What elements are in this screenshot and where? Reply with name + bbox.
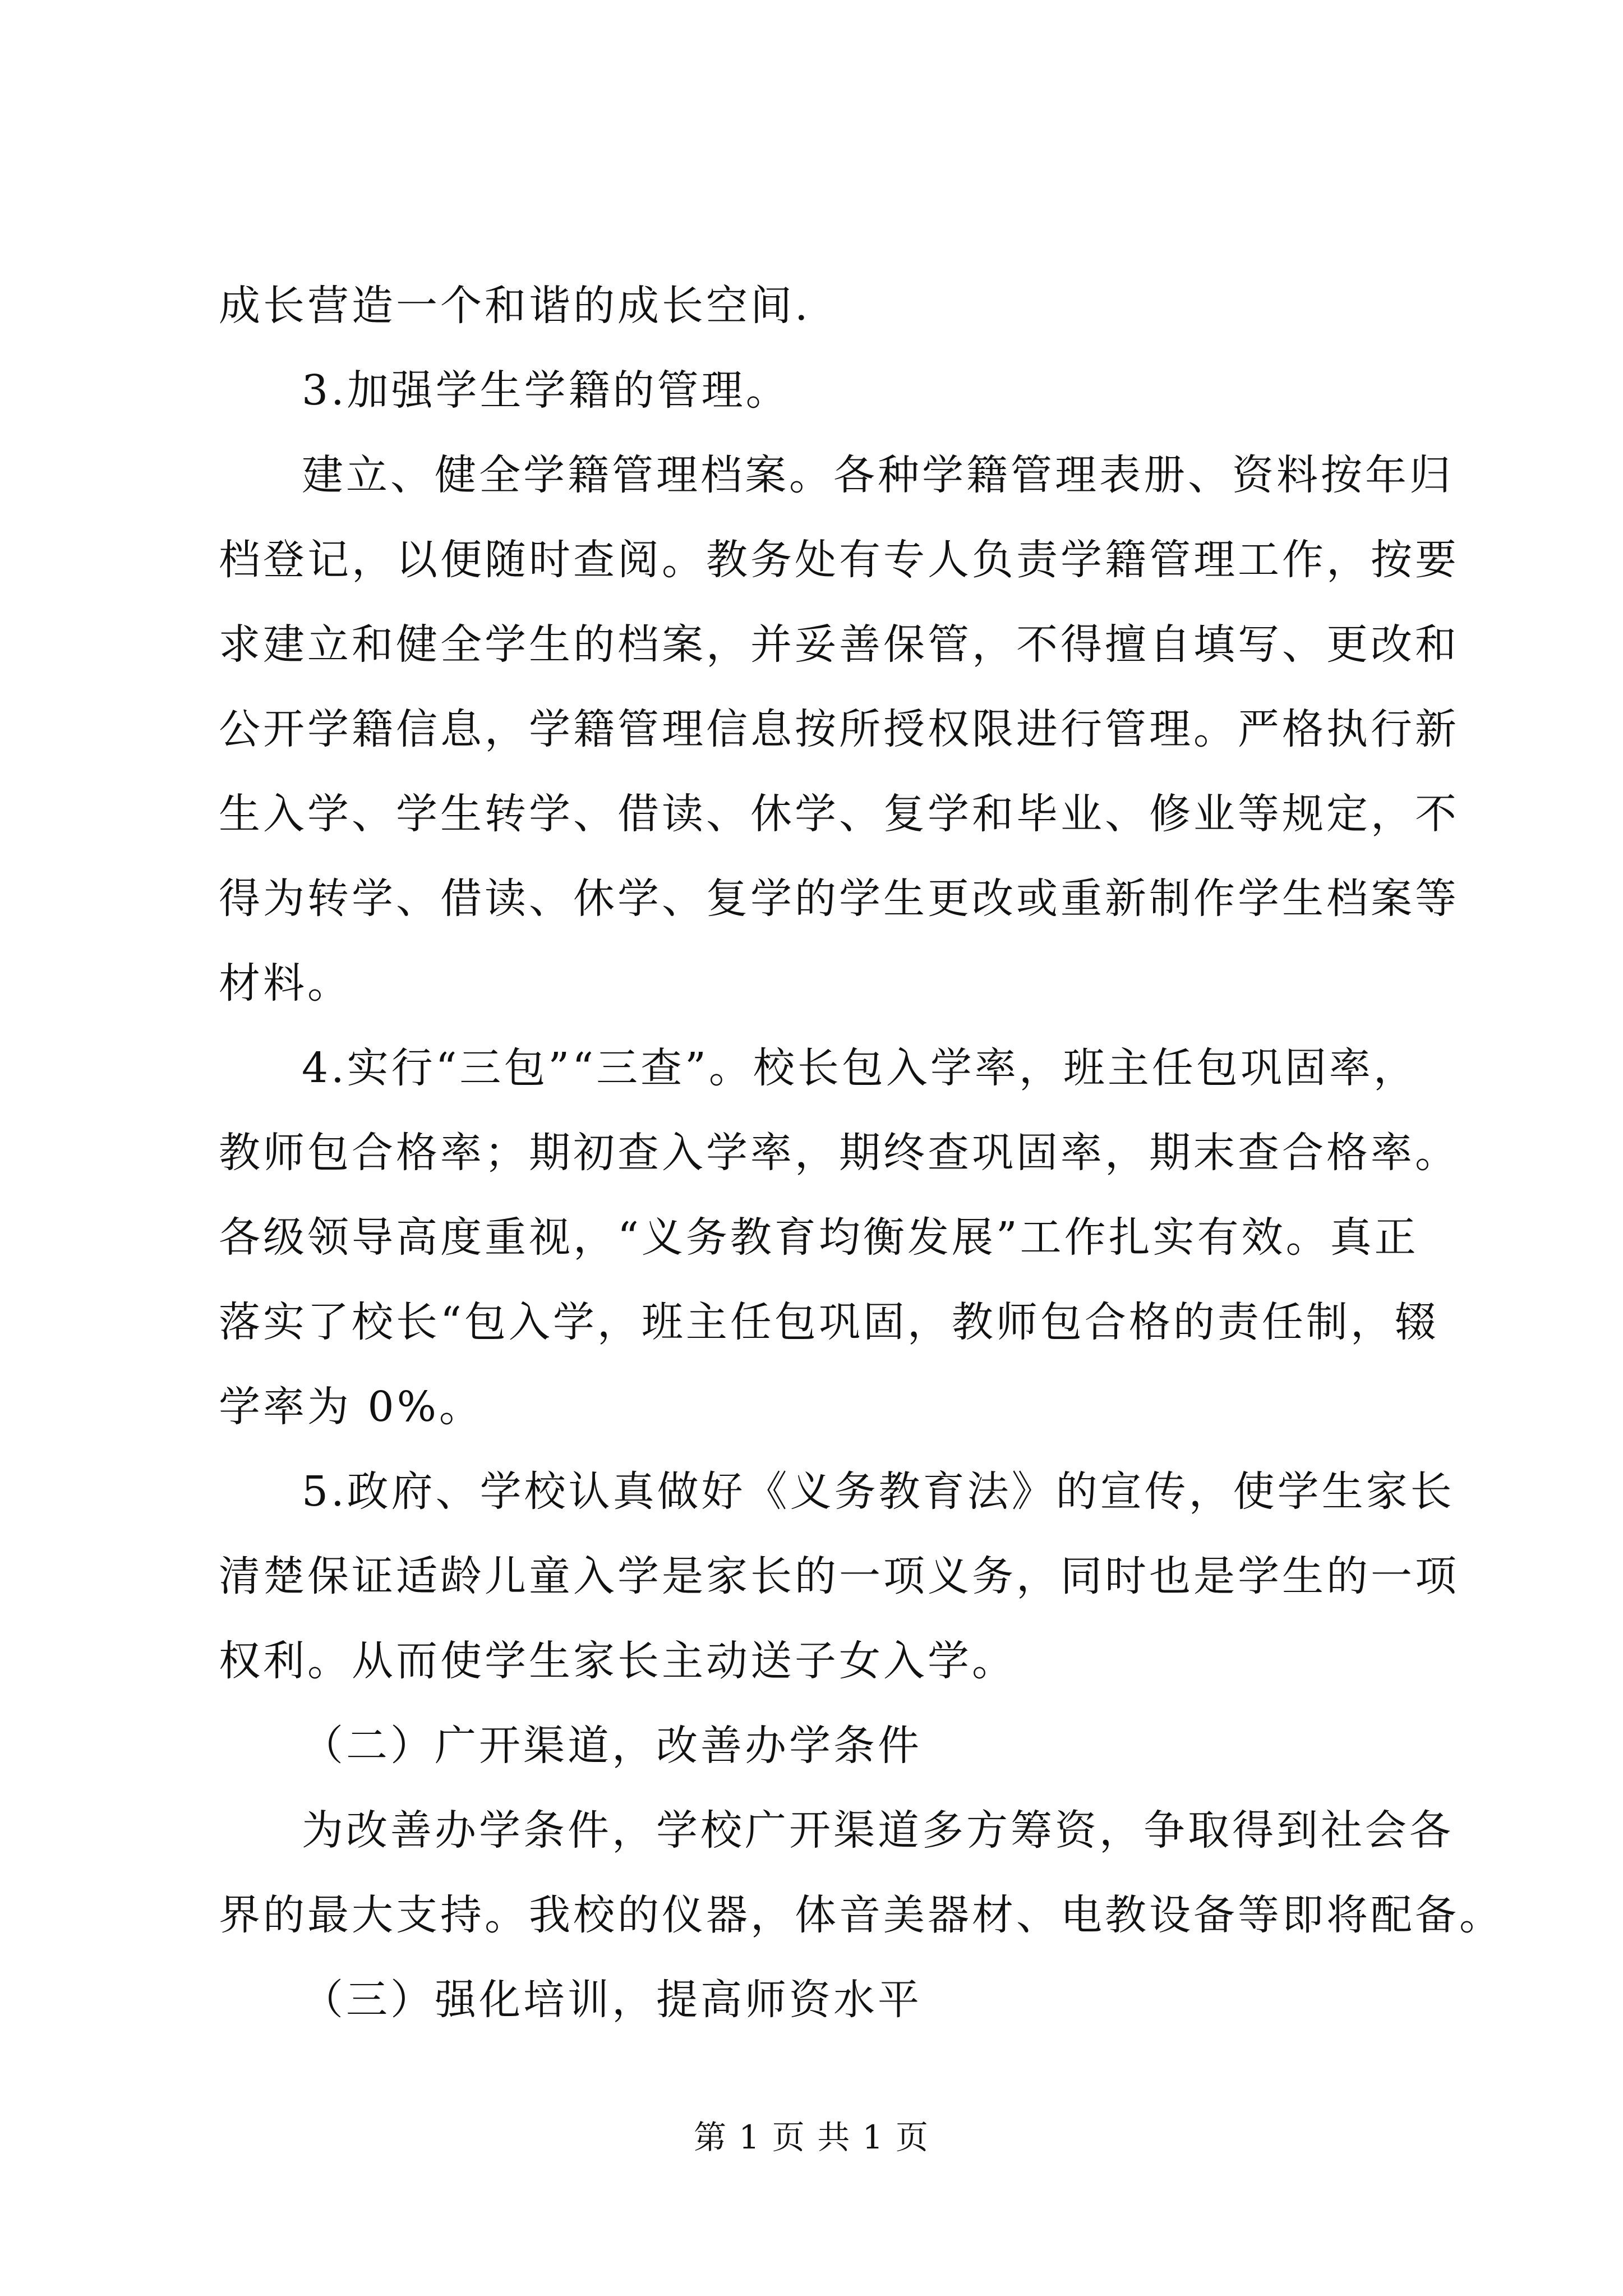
text-line: 4.实行“三包”“三查”。校长包入学率，班主任包巩固率， [302,1044,1418,1092]
text-line: 生入学、学生转学、借读、休学、复学和毕业、修业等规定，不 [219,790,1459,838]
page-footer: 第 1 页 共 1 页 [694,2118,929,2156]
text-line: 5.政府、学校认真做好《义务教育法》的宣传，使学生家长 [302,1467,1455,1516]
section-heading: （二）广开渠道，改善办学条件 [302,1722,922,1770]
text-line: 公开学籍信息，学籍管理信息按所授权限进行管理。严格执行新 [219,705,1459,753]
section-heading: （三）强化培训，提高师资水平 [302,1976,922,2024]
text-line: 成长营造一个和谐的成长空间. [219,282,811,330]
document-body [219,264,1504,2042]
section-heading: 3.加强学生学籍的管理。 [302,366,790,415]
text-line: 求建立和健全学生的档案，并妥善保管，不得擅自填写、更改和 [219,620,1459,669]
text-line: 为改善办学条件，学校广开渠道多方筹资，争取得到社会各 [302,1806,1454,1855]
text-line: 建立、健全学籍管理档案。各种学籍管理表册、资料按年归 [302,451,1454,499]
text-line: 档登记，以便随时查阅。教务处有专人负责学籍管理工作，按要 [219,536,1459,584]
text-line: 清楚保证适龄儿童入学是家长的一项义务，同时也是学生的一项 [219,1552,1459,1600]
text-line: 得为转学、借读、休学、复学的学生更改或重新制作学生档案等 [219,875,1459,923]
text-line: 学率为 0%。 [219,1383,483,1431]
text-line: 教师包合格率；期初查入学率，期终查巩固率，期末查合格率。 [219,1129,1459,1177]
text-line: 界的最大支持。我校的仪器，体音美器材、电教设备等即将配备。 [219,1891,1504,1939]
text-line: 落实了校长“包入学，班主任包巩固，教师包合格的责任制，辍 [219,1298,1439,1346]
text-line: 各级领导高度重视，“义务教育均衡发展”工作扎实有效。真正 [219,1213,1419,1262]
text-line: 权利。从而使学生家长主动送子女入学。 [219,1637,1016,1685]
text-line: 材料。 [219,959,352,1007]
